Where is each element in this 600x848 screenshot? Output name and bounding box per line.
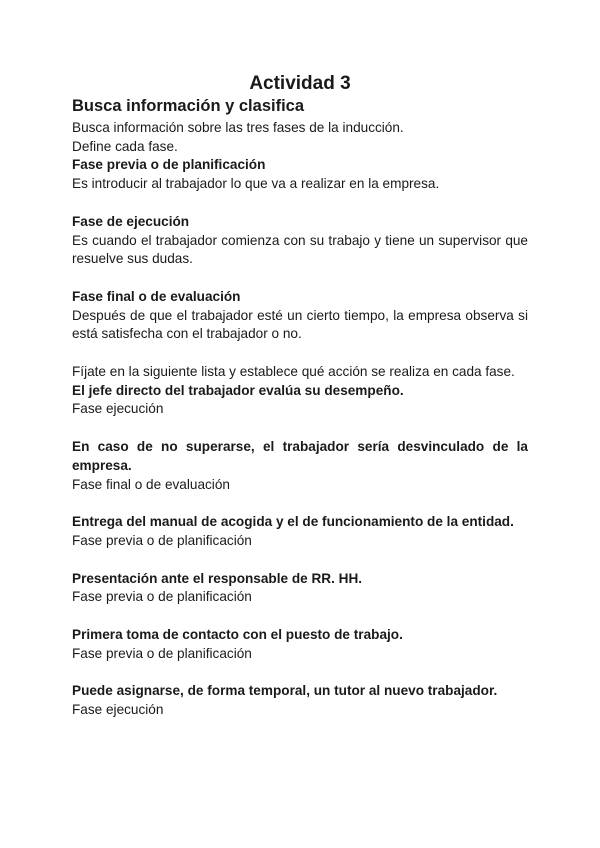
section-subtitle: Busca información y clasifica [72, 97, 305, 115]
phase-description: Después de que el trabajador esté un cierto tiempo, la empresa observa si está satisfecha con el trabajador o no. [72, 307, 528, 342]
spacer [72, 344, 528, 363]
list-item-action: El jefe directo del trabajador evalúa su desempeño. [72, 382, 404, 398]
phase-description: Es cuando el trabajador comienza con su trabajo y tiene un supervisor que resuelve sus dudas. [72, 232, 528, 267]
spacer [72, 607, 528, 626]
list-item-answer: Fase final o de evaluación [72, 476, 230, 492]
intro-line: Busca información sobre las tres fases de la inducción. [72, 120, 404, 135]
list-item-answer: Fase ejecución [72, 401, 164, 417]
spacer [72, 194, 528, 213]
list-item-answer: Fase previa o de planificación [72, 589, 252, 605]
spacer [72, 494, 528, 513]
list-item-action: En caso de no superarse, el trabajador sería desvinculado de la empresa. [72, 439, 528, 473]
phase-heading: Fase final o de evaluación [72, 288, 241, 304]
list-item-action: Entrega del manual de acogida y el de funcionamiento de la entidad. [72, 514, 514, 530]
spacer [72, 419, 528, 438]
spacer [72, 551, 528, 570]
list-item-answer: Fase previa o de planificación [72, 645, 252, 661]
spacer [72, 269, 528, 288]
phase-heading: Fase de ejecución [72, 213, 190, 229]
page-title: Actividad 3 [249, 73, 351, 94]
list-item-action: Puede asignarse, de forma temporal, un tutor al nuevo trabajador. [72, 683, 498, 699]
list-item-answer: Fase ejecución [72, 702, 164, 718]
list-item-action: Presentación ante el responsable de RR. HH. [72, 570, 363, 586]
instruction-text: Fíjate en la siguiente lista y establece qué acción se realiza en cada fase. [72, 364, 515, 380]
list-item-action: Primera toma de contacto con el puesto de trabajo. [72, 627, 403, 643]
phase-description: Es introducir al trabajador lo que va a realizar en la empresa. [72, 176, 440, 192]
spacer [72, 663, 528, 682]
document-body [72, 95, 528, 720]
list-item-answer: Fase previa o de planificación [72, 532, 252, 548]
intro-line: Define cada fase. [72, 138, 178, 154]
phase-heading: Fase previa o de planificación [72, 157, 266, 173]
